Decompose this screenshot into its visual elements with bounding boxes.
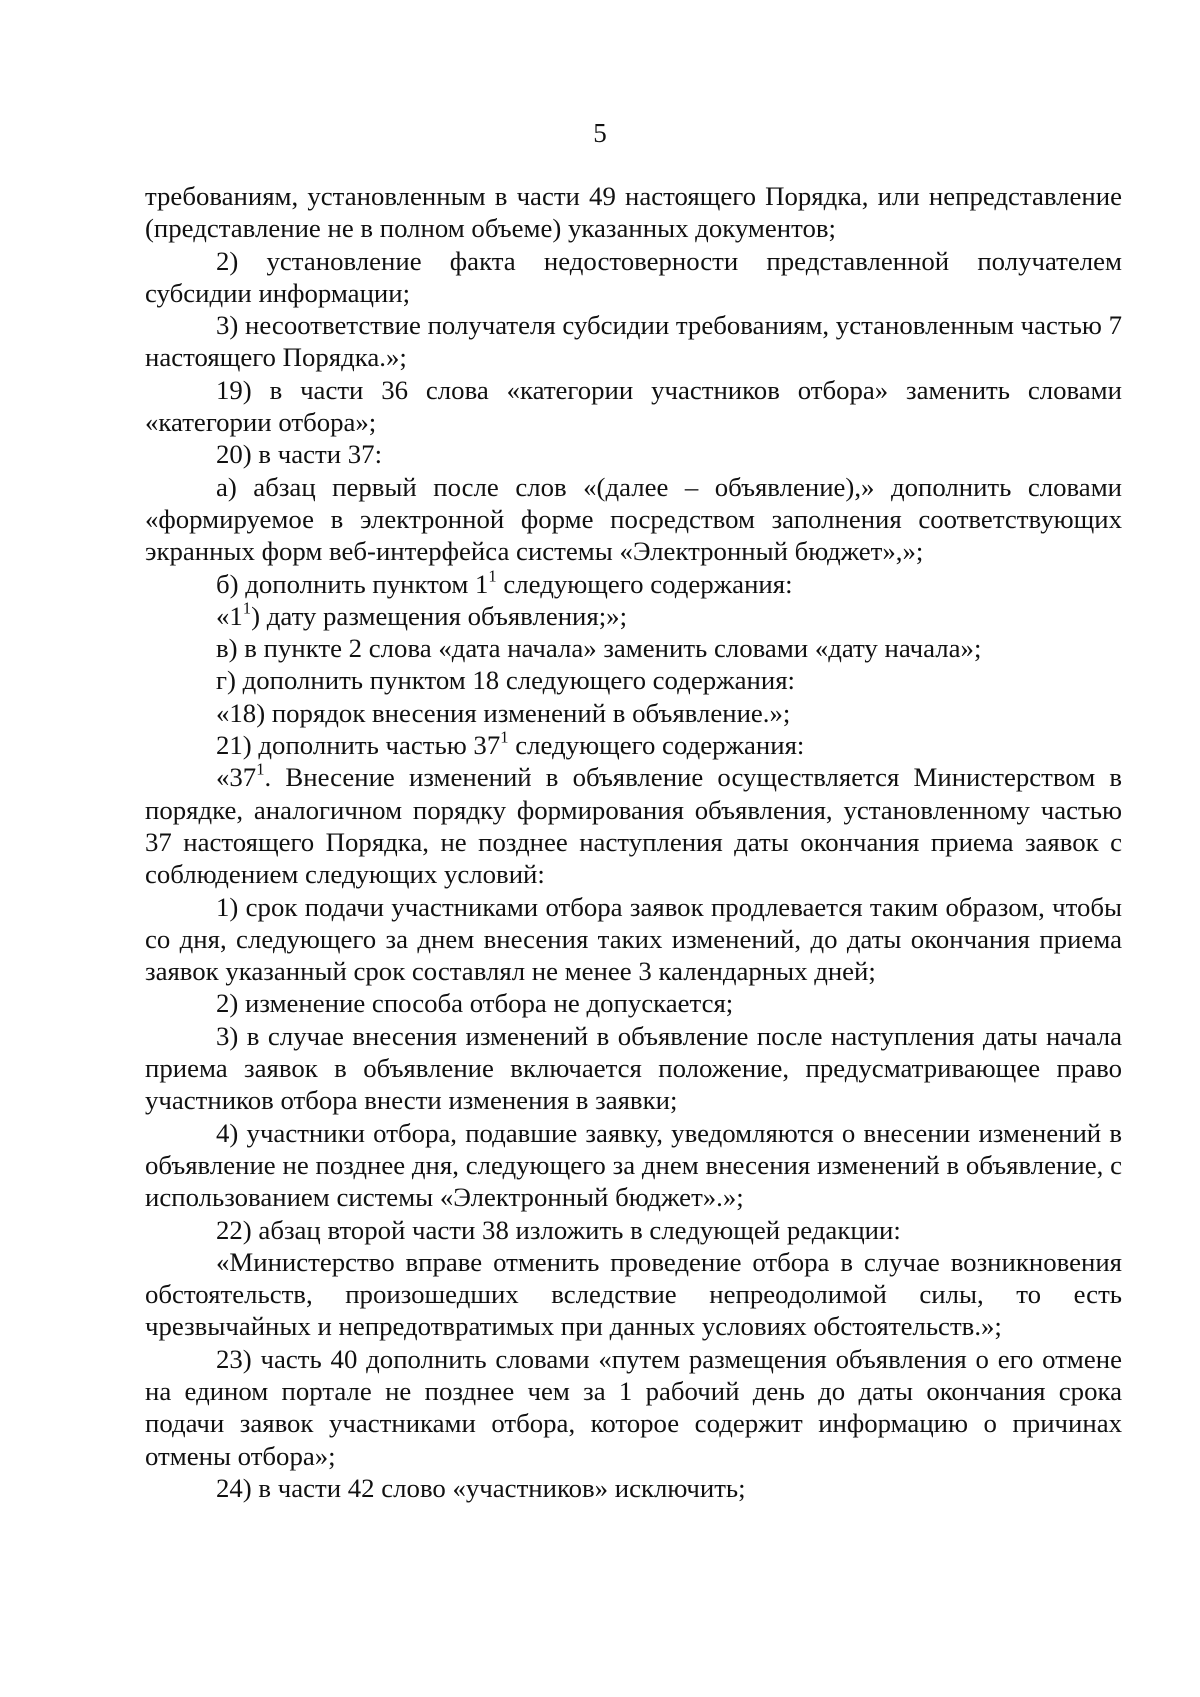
paragraph: 19) в части 36 слова «категории участников отбора» заменить словами «категории отбора»; [145, 374, 1122, 438]
paragraph [145, 600, 1122, 632]
superscript: 1 [500, 727, 509, 747]
paragraph-text: «37 [216, 762, 257, 793]
document-body [145, 180, 1122, 1504]
paragraph: в) в пункте 2 слова «дата начала» заменить словами «дату начала»; [216, 633, 982, 664]
paragraph-text: ) дату размещения объявления;»; [251, 600, 628, 631]
paragraph: «18) порядок внесения изменений в объявление.»; [216, 697, 791, 728]
paragraph-text: следующего содержания: [508, 730, 805, 761]
paragraph: 4) участники отбора, подавшие заявку, уведомляются о внесении изменений в объявление не позднее дня, следующего за днем внесения изменений в объявление, с использованием системы «Электронный бюджет».»; [145, 1117, 1122, 1213]
paragraph-text: 21) дополнить частью 37 [216, 730, 501, 761]
paragraph: 20) в части 37: [216, 439, 383, 470]
paragraph-text: следующего содержания: [496, 568, 793, 599]
paragraph: 1) срок подачи участниками отбора заявок продлевается таким образом, чтобы со дня, следующего за днем внесения таких изменений, до даты окончания приема заявок указанный срок составлял не менее 3 календарных дней; [145, 891, 1122, 987]
paragraph-text: «1 [216, 600, 243, 631]
superscript: 1 [256, 759, 265, 779]
superscript: 1 [242, 598, 252, 618]
paragraph: «Министерство вправе отменить проведение отбора в случае возникновения обстоятельств, произошедших вследствие непреодолимой силы, то есть чрезвычайных и непредотвратимых при данных условиях обстоятельств.»; [145, 1246, 1122, 1342]
paragraph: требованиям, установленным в части 49 настоящего Порядка, или непредставление (представление не в полном объеме) указанных документов; [145, 181, 1122, 244]
paragraph: г) дополнить пунктом 18 следующего содержания: [216, 665, 795, 696]
paragraph [145, 761, 1122, 890]
paragraph: 3) несоответствие получателя субсидии требованиям, установленным частью 7 настоящего Порядка.»; [145, 310, 1122, 373]
paragraph: а) абзац первый после слов «(далее – объявление),» дополнить словами «формируемое в электронной форме посредством заполнения соответствующих экранных форм веб-интерфейса системы «Электронный бюджет»,»; [145, 471, 1122, 567]
paragraph: 2) изменение способа отбора не допускается; [216, 988, 734, 1019]
page-number: 5 [593, 118, 607, 148]
paragraph: 2) установление факта недостоверности представленной получателем субсидии информации; [145, 245, 1122, 308]
paragraph-text: б) дополнить пунктом 1 [216, 568, 489, 599]
superscript: 1 [488, 565, 497, 585]
paragraph-text: . Внесение изменений в объявление осуществляется Министерством в порядке, аналогичном порядку формирования объявления, установленному частью 37 настоящего Порядка, не позднее наступления даты окончания приема заявок с соблюдением следующих условий: [145, 762, 1122, 890]
paragraph: 22) абзац второй части 38 изложить в следующей редакции: [216, 1214, 901, 1245]
paragraph: 23) часть 40 дополнить словами «путем размещения объявления о его отмене на едином портале не позднее чем за 1 рабочий день до даты окончания срока подачи заявок участниками отбора, которое содержит информацию о причинах отмены отбора»; [145, 1343, 1122, 1471]
paragraph: 24) в части 42 слово «участников» исключить; [216, 1472, 746, 1503]
paragraph [145, 729, 1122, 761]
paragraph: 3) в случае внесения изменений в объявление после наступления даты начала приема заявок в объявление включается положение, предусматривающее право участников отбора внести изменения в заявки; [145, 1020, 1122, 1116]
paragraph [145, 565, 1122, 600]
